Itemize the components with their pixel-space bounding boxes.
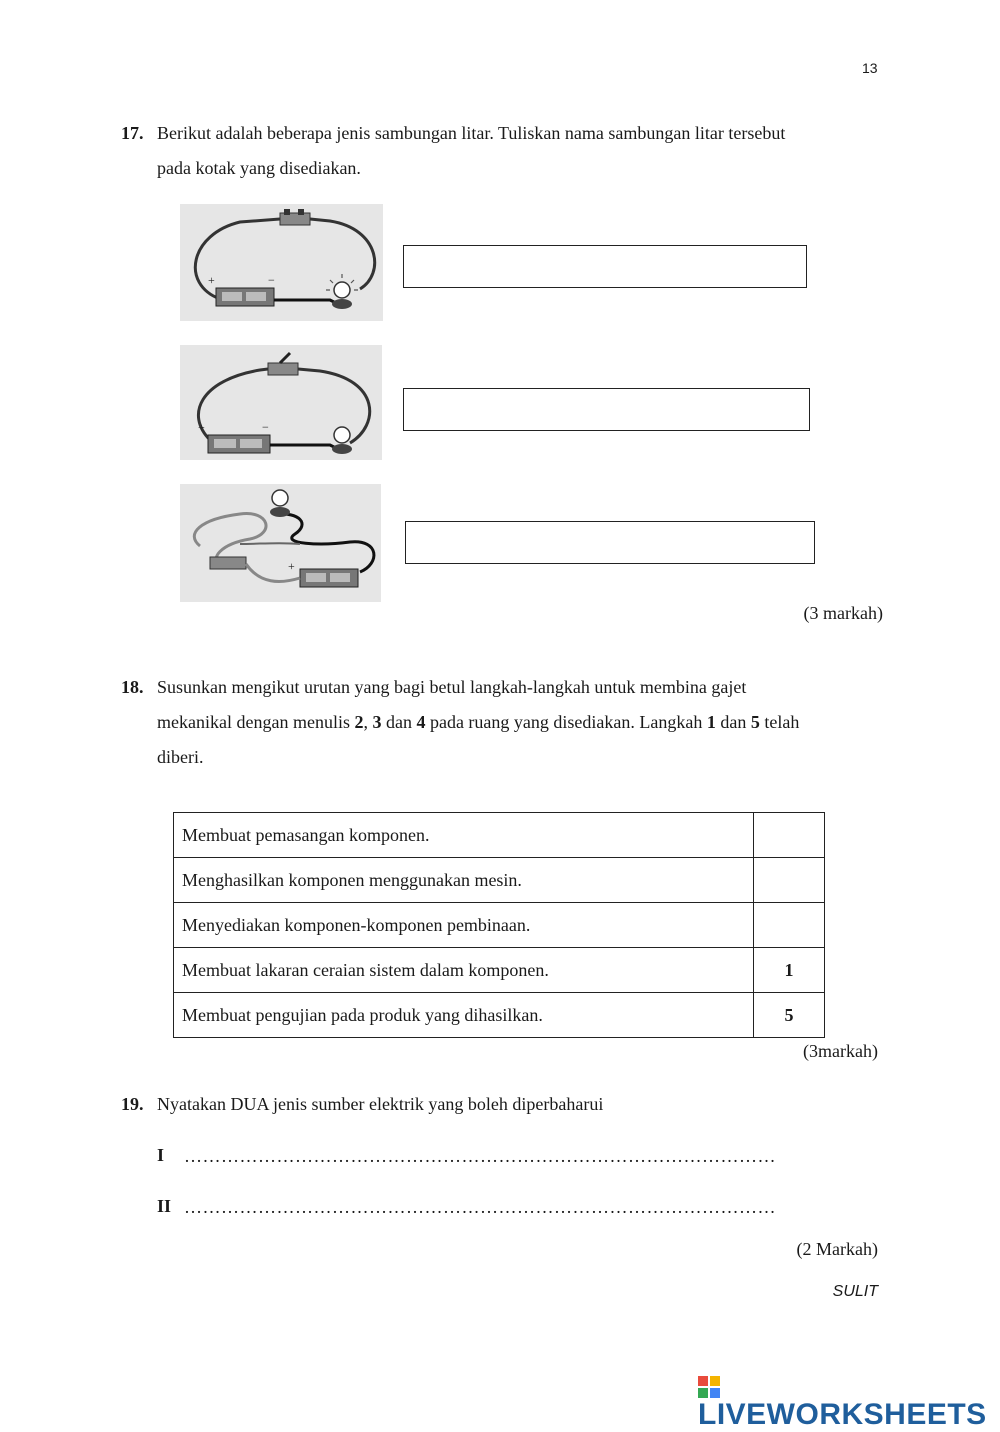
- question-19-marks: (2 Markah): [796, 1239, 878, 1259]
- table-row: [174, 993, 825, 1038]
- question-18-line-3: diberi.: [157, 747, 204, 767]
- table-row: [174, 903, 825, 948]
- question-18-marks: (3markah): [803, 1041, 878, 1061]
- question-18-number: 18.: [121, 677, 144, 697]
- step-order-cell[interactable]: [754, 858, 825, 903]
- question-18-line-2: mekanikal dengan menulis 2, 3 dan 4 pada ruang yang disediakan. Langkah 1 dan 5 telah: [157, 712, 800, 732]
- question-17-line-2: pada kotak yang disediakan.: [157, 158, 361, 178]
- step-order-cell: 1: [754, 948, 825, 993]
- answer-box-3[interactable]: [405, 521, 815, 564]
- question-19-number: 19.: [121, 1094, 144, 1114]
- svg-text:−: −: [262, 420, 269, 434]
- table-row: [174, 858, 825, 903]
- sulit-label: SULIT: [832, 1283, 878, 1300]
- liveworksheets-logo: [698, 1376, 1000, 1432]
- brand-name: LIVEWORKSHEETS: [698, 1398, 987, 1431]
- question-17-number: 17.: [121, 123, 144, 143]
- answer-line-i[interactable]: ……………………………………………………………………………………: [184, 1146, 776, 1166]
- question-17-marks: (3 markah): [803, 603, 883, 623]
- table-row: [174, 948, 825, 993]
- step-order-cell[interactable]: [754, 903, 825, 948]
- step-text: Membuat lakaran ceraian sistem dalam komponen.: [174, 948, 754, 993]
- step-text: Membuat pemasangan komponen.: [174, 813, 754, 858]
- step-order-cell[interactable]: [754, 813, 825, 858]
- answer-box-1[interactable]: [403, 245, 807, 288]
- answer-label-i: I: [157, 1145, 165, 1165]
- svg-text:+: +: [208, 273, 215, 287]
- step-text: Menyediakan komponen-komponen pembinaan.: [174, 903, 754, 948]
- answer-box-2[interactable]: [403, 388, 810, 431]
- steps-table: [173, 812, 825, 1038]
- svg-text:−: −: [268, 273, 275, 287]
- svg-text:+: +: [288, 559, 295, 573]
- looped-circuit-image: [180, 484, 381, 602]
- answer-label-ii: II: [157, 1196, 172, 1216]
- question-18-line-1: Susunkan mengikut urutan yang bagi betul langkah-langkah untuk membina gajet: [157, 677, 747, 697]
- answer-line-ii[interactable]: ……………………………………………………………………………………: [184, 1197, 776, 1217]
- question-17-line-1: Berikut adalah beberapa jenis sambungan litar. Tuliskan nama sambungan litar tersebut: [157, 123, 786, 143]
- liveworksheets-icon: [698, 1376, 720, 1398]
- svg-text:+: +: [198, 420, 205, 434]
- question-19-text: Nyatakan DUA jenis sumber elektrik yang boleh diperbaharui: [157, 1094, 604, 1114]
- step-text: Membuat pengujian pada produk yang dihasilkan.: [174, 993, 754, 1038]
- step-order-cell: 5: [754, 993, 825, 1038]
- table-row: [174, 813, 825, 858]
- page-number: 13: [862, 60, 878, 76]
- parallel-circuit-image: [180, 345, 382, 460]
- series-circuit-image: [180, 204, 383, 321]
- step-text: Menghasilkan komponen menggunakan mesin.: [174, 858, 754, 903]
